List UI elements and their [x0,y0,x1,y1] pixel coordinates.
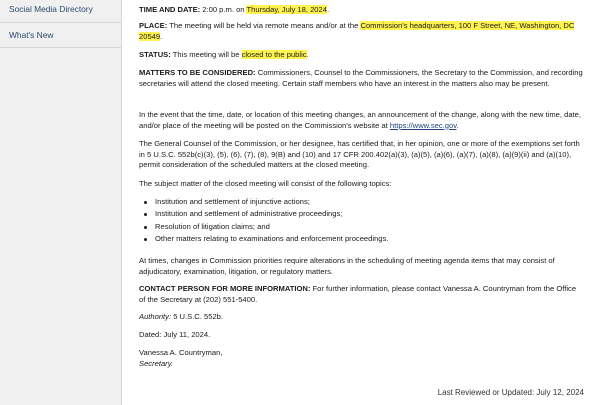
subject-intro: The subject matter of the closed meeting will consist of the following topics: [139,179,392,188]
time-and-date-paragraph [139,5,584,16]
place-pre: The meeting will be held via remote means and/or at the [169,21,361,30]
matters-label: MATTERS TO BE CONSIDERED: [139,68,256,77]
priorities-paragraph: At times, changes in Commission priorities require alterations in the scheduling of meeting agenda items that may consist of adjudicatory, examination, litigation, or regulatory matters. [139,256,555,276]
contact-text: For further information, please contact Vanessa A. Countryman from the Office of the Secretary at (202) 551-5400. [139,284,577,304]
status-label: STATUS: [139,50,171,59]
time-and-date-label: TIME AND DATE: [139,5,201,14]
counsel-paragraph: The General Counsel of the Commission, or her designee, has certified that, in her opinion, one or more of the exemptions set forth in 5 U.S.C. 552b(c)(3), (5), (6), (7), (8), 9(B) and (10) and 17 CFR 200.402(a)(3), (a)(5), (a)(6), (a)(7), (a)(8), (a)(9)(ii) and (a)(10), permit consideration of the scheduled matters at the closed meeting. [139,139,580,170]
meeting-date-highlight: Thursday, July 18, 2024 [246,5,327,14]
sidebar [0,0,122,405]
place-post: . [160,31,163,41]
topic-list-item: Institution and settlement of injunctive actions; [155,196,585,208]
topic-list-item: Other matters relating to examinations and enforcement proceedings. [155,233,585,245]
last-reviewed: Last Reviewed or Updated: July 12, 2024 [437,388,584,397]
sidebar-item-social-media-directory[interactable]: Social Media Directory [0,0,121,23]
signer-name: Vanessa A. Countryman, [139,348,223,357]
authority-label: Authority: [139,312,172,321]
time-and-date-pre: 2:00 p.m. on [202,5,247,14]
matters-text: Commissioners, Counsel to the Commissioners, the Secretary to the Commission, and recording secretaries will attend the closed meeting. Certain staff members who have an interest in the matters also may be present. [139,68,583,88]
time-and-date-post: . [326,5,330,14]
status-pre: This meeting will be [172,50,242,59]
contact-label: CONTACT PERSON FOR MORE INFORMATION: [139,284,311,293]
authority-text: 5 U.S.C. 552b. [173,312,224,321]
place-paragraph [139,21,584,42]
place-label: PLACE: [139,21,168,30]
changes-text: In the event that the time, date, or location of this meeting changes, an announcement of the change, along with the new time, date, and/or place of the meeting will be posted on the Commission's website at [139,110,581,130]
authority-paragraph [139,312,584,323]
changes-post: . [456,120,459,130]
topics-list [139,196,585,246]
place-highlight: Commission's headquarters, 100 F Street, NE, Washington, DC 20549 [139,21,575,41]
signer-title: Secretary. [139,359,174,368]
matters-paragraph [139,68,584,89]
topic-list-item: Resolution of litigation claims; and [155,221,585,233]
status-highlight: closed to the public [241,50,307,59]
contact-paragraph [139,284,584,305]
topic-list-item: Institution and settlement of administrative proceedings; [155,208,585,220]
changes-paragraph [139,110,584,131]
dated-line: Dated: July 11, 2024. [139,330,211,339]
status-post: . [306,50,309,59]
status-paragraph [139,50,584,61]
sidebar-item-whats-new[interactable]: What's New [0,23,121,48]
sec-website-link[interactable]: https://www.sec.gov [389,120,457,130]
notice-content [139,0,584,405]
